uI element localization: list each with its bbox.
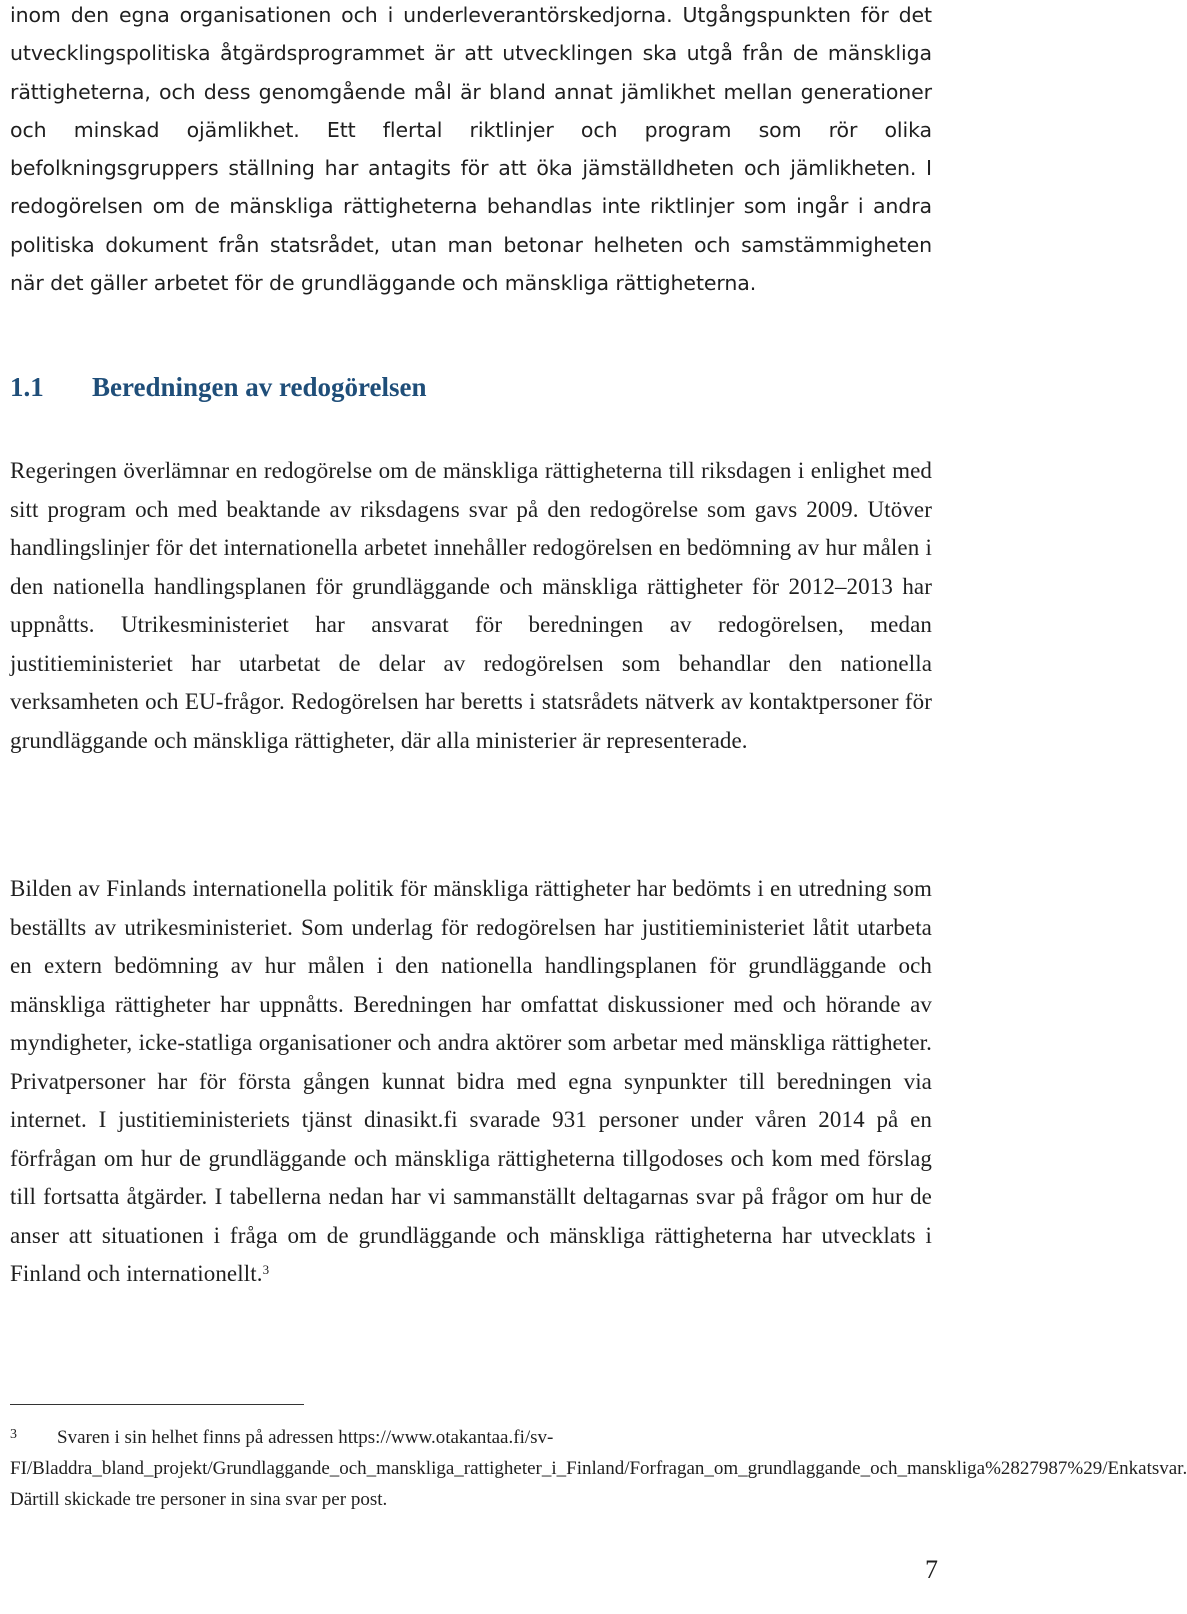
footnote-text: Svaren i sin helhet finns på adressen https://www.otakantaa.fi/sv-FI/Bladdra_bland_projekt/Grundlaggande_och_manskliga_rattigheter_i_Finland/Forfragan_om_grundlaggande_och_manskliga%2827987%29/Enkatsvar. Därtill skickade tre personer in sina svar per post. bbox=[10, 1427, 1187, 1510]
page-number: 7 bbox=[925, 1555, 938, 1584]
footnote-divider bbox=[10, 1404, 304, 1405]
section-heading bbox=[10, 372, 427, 403]
body-paragraph-2-text: Bilden av Finlands internationella politik för mänskliga rättigheter har bedömts i en utredning som beställts av utrikesministeriet. Som underlag för redogörelsen har justitieministeriet låtit utarbeta en extern bedömning av hur målen i den nationella handlingsplanen för grundläggande och mänskliga rättigheter har uppnåtts. Beredningen har omfattat diskussioner med och hörande av myndigheter, icke-statliga organisationer och andra aktörer som arbetar med mänskliga rättigheter. Privatpersoner har för första gången kunnat bidra med egna synpunkter till beredningen via internet. I justitieministeriets tjänst dinasikt.fi svarade 931 personer under våren 2014 på en förfrågan om hur de grundläggande och mänskliga rättigheterna tillgodoses och kom med förslag till fortsatta åtgärder. I tabellerna nedan har vi sammanställt deltagarnas svar på frågor om hur de anser att situationen i fråga om de grundläggande och mänskliga rättigheterna har utvecklats i Finland och internationellt. bbox=[10, 876, 932, 1286]
footnote-number: 3 bbox=[10, 1427, 17, 1442]
body-paragraph-intro: inom den egna organisationen och i underleverantörskedjorna. Utgångspunkten för det utvecklingspolitiska åtgärdsprogrammet är att utvecklingen ska utgå från de mänskliga rättigheterna, och dess genomgående mål är bland annat jämlikhet mellan generationer och minskad ojämlikhet. Ett flertal riktlinjer och program som rör olika befolkningsgruppers ställning har antagits för att öka jämställdheten och jämlikheten. I redogörelsen om de mänskliga rättigheterna behandlas inte riktlinjer som ingår i andra politiska dokument från statsrådet, utan man betonar helheten och samstämmigheten när det gäller arbetet för de grundläggande och mänskliga rättigheterna. bbox=[10, 3, 932, 296]
section-number: 1.1 bbox=[10, 372, 44, 402]
body-paragraph-1: Regeringen överlämnar en redogörelse om de mänskliga rättigheterna till riksdagen i enlighet med sitt program och med beaktande av riksdagens svar på den redogörelse som gavs 2009. Utöver handlingslinjer för det internationella arbetet innehåller redogörelsen en bedömning av hur målen i den nationella handlingsplanen för grundläggande och mänskliga rättigheter för 2012–2013 har uppnåtts. Utrikesministeriet har ansvarat för beredningen av redogörelsen, medan justitieministeriet har utarbetat de delar av redogörelsen som behandlar den nationella verksamheten och EU-frågor. Redogörelsen har beretts i statsrådets nätverk av kontaktpersoner för grundläggande och mänskliga rättigheter, där alla ministerier är representerade. bbox=[10, 458, 932, 753]
footnote bbox=[10, 1422, 1187, 1515]
body-paragraph-2 bbox=[10, 870, 932, 1294]
footnote-reference[interactable]: 3 bbox=[262, 1262, 270, 1277]
section-title: Beredningen av redogörelsen bbox=[92, 372, 427, 402]
